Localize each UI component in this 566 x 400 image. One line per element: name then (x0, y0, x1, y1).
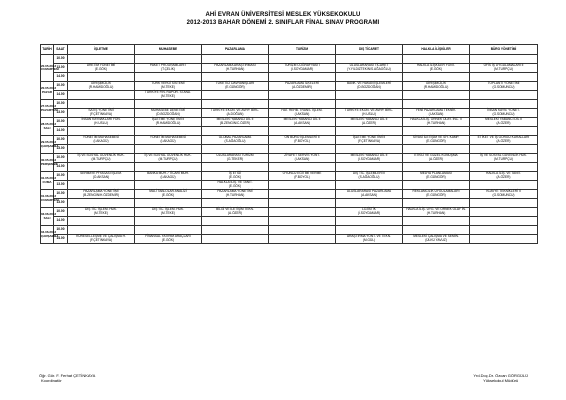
exam-cell (68, 136, 135, 145)
course-name: MEDYA PLANLAMASI (420, 171, 452, 176)
director-signature (473, 373, 528, 383)
course-name: ULUSLARARASI PAZARLAMA (346, 189, 392, 194)
instructor-name: (H.TURHAN) (225, 193, 245, 197)
exam-cell (269, 235, 336, 244)
exam-cell (135, 172, 202, 181)
course-name: DIŞ TİC. İŞLEM. HUK. (152, 207, 184, 212)
course-name: ARAŞTIRMA YÖNT. VE TEKN. (347, 234, 391, 239)
exam-date: 28.05.2013 SALI (41, 118, 54, 136)
exam-time: 10.00 (54, 100, 68, 109)
course-name: MUHASEBE DENETİMİ (150, 108, 185, 113)
instructor-name: (M.TEKE) (94, 211, 108, 215)
exam-cell (269, 82, 336, 91)
course-name: PAZARLAMA YÖNETİMİ (217, 189, 253, 194)
exam-time: 13.00 (54, 109, 68, 118)
instructor-name: (F.BOYOL) (294, 175, 310, 179)
exam-cell (403, 217, 470, 226)
exam-cell (403, 163, 470, 172)
exam-cell (470, 136, 538, 145)
course-name: İŞLETME YÖNETİMİ II (352, 135, 386, 140)
instructor-name: (A.AKSAN) (361, 193, 377, 197)
course-name: MESLEKİ YABANCI DİL II (216, 117, 254, 122)
exam-time: 14.00 (54, 163, 68, 172)
column-header-program: HALKLA İLİŞKİLER (403, 45, 470, 55)
instructor-name: (M.TURPÇU) (158, 157, 178, 161)
course-name: MESLEKİ YABANCI DİL II (350, 153, 388, 158)
instructor-name: (E.GÜNGÖR) (426, 139, 446, 143)
exam-cell (336, 154, 403, 163)
exam-cell (336, 181, 403, 190)
course-name: BANK. VE HAKAN İŞLEMLERİ (346, 81, 392, 86)
course-name: BANKA MUH. / TİCARİ MUH. (147, 171, 189, 176)
exam-date: 20.05.2013 CUMARTESİ (41, 55, 54, 82)
instructor-name: (D.BOZDOĞAN) (357, 85, 381, 89)
instructor-name: (S.AĞAOĞLU) (358, 175, 380, 179)
exam-time: 10.00 (54, 118, 68, 127)
instructor-name: (T.ÇELİK) (161, 67, 175, 71)
exam-cell (135, 217, 202, 226)
table-row (41, 154, 538, 163)
exam-cell (336, 118, 403, 127)
instructor-name: (B.ZENGİN/H.ÖZDEMİR) (83, 193, 119, 197)
course-name: SATIŞ YÖNETİMİ (88, 108, 114, 113)
table-row (41, 82, 538, 91)
exam-date: 20.05.2013 PAZAR (41, 82, 54, 100)
instructor-name: (H.TURHAN) (426, 121, 446, 125)
exam-cell (403, 91, 470, 100)
course-name: SİYASİ İLETİŞİM VE SİY. KAMP. (412, 135, 460, 140)
course-name: İŞ VE SOSYAL GÜVENLİK HUK. (480, 153, 527, 158)
instructor-name: (E.GÖK) (161, 238, 175, 242)
instructor-name: (R.HAMİDOĞLU) (88, 85, 114, 89)
exam-date: 30.05.2013 PERŞEMBE (41, 154, 54, 172)
exam-program-title: 2012-2013 BAHAR DÖNEMİ 2. SINIFLAR FİNAL SINAV PROGRAMI (186, 20, 380, 26)
instructor-name: (İ.SOYDAMAR) (357, 211, 381, 215)
instructor-name: (M.GÜL) (362, 238, 376, 242)
exam-cell (470, 208, 538, 217)
exam-time: 13.00 (54, 199, 68, 208)
schedule-body (41, 55, 538, 244)
column-header-program: İŞLETME (68, 45, 135, 55)
exam-cell (68, 118, 135, 127)
exam-cell (269, 181, 336, 190)
course-name: GLOBAL PAZARLAMA (218, 135, 252, 140)
column-header-date: TARİH (41, 45, 54, 55)
exam-time: 13.00 (54, 64, 68, 73)
exam-cell (135, 55, 202, 64)
exam-cell (202, 127, 269, 136)
course-name: OYUNCU EĞİTİMİ VERME (282, 171, 322, 176)
table-row (41, 235, 538, 244)
exam-date: 31.05.2013 CUMA (41, 172, 54, 190)
instructor-name: (I.AKSAN) (294, 112, 310, 116)
course-name: İŞLETME YÖNETİMİ II (151, 117, 185, 122)
course-name: ZİYAFET SERVİS YÖNT. (284, 153, 320, 158)
exam-cell (403, 64, 470, 73)
course-name: ETKİLİ VE GÜZEL KONUŞMA (414, 153, 458, 158)
exam-time: 14.00 (54, 127, 68, 136)
course-name: HALKLA İLİŞ. VE TANIT. (217, 180, 253, 185)
course-name: İNSAN KAYNAKLARI YÖN. (81, 117, 121, 122)
instructor-name: (F.BOYOL) (294, 139, 310, 143)
exam-cell (68, 235, 135, 244)
exam-time: 10.00 (54, 172, 68, 181)
course-name: TÜRKİYE EKON. VE AVRP. BİRL. (344, 108, 394, 113)
instructor-name: (F.ÇETİNKAYA) (89, 112, 113, 116)
course-name: SERMAYE PİYASASI İŞLEM. (80, 171, 122, 176)
table-row (41, 217, 538, 226)
exam-time: 10.00 (54, 82, 68, 91)
exam-cell (403, 208, 470, 217)
instructor-name: (A.ÖZER) (496, 175, 511, 179)
exam-cell (269, 136, 336, 145)
course-name: TURİZM COĞRAFYASI I (284, 63, 320, 68)
instructor-name: (A.ÖZER) (496, 121, 511, 125)
course-name: PAKET PROGRAMLARI I (149, 63, 187, 68)
exam-time: 10.00 (54, 226, 68, 235)
instructor-name: (E.GÖK) (161, 193, 175, 197)
instructor-name: (H.USLU) (94, 121, 108, 125)
column-header-program: DIŞ TİCARET (336, 45, 403, 55)
exam-cell (202, 235, 269, 244)
exam-cell (470, 190, 538, 199)
exam-cell (403, 154, 470, 163)
course-name: TÜRKİYE EKON. VE AVRP. BİRL. (210, 108, 260, 113)
table-row (41, 64, 538, 73)
exam-cell (470, 64, 538, 73)
exam-cell (269, 208, 336, 217)
exam-cell (403, 172, 470, 181)
instructor-name: (I.AKAGÜ) (160, 139, 176, 143)
exam-time: 13.00 (54, 181, 68, 190)
exam-cell (336, 235, 403, 244)
course-name: GİRİŞİMCİLİK (90, 81, 112, 86)
course-name: MESLEKİ YABANCI DİL II (350, 117, 388, 122)
course-name: DIŞ TİC. İŞLEM. HUK. (85, 207, 117, 212)
exam-cell (470, 154, 538, 163)
exam-cell (135, 136, 202, 145)
course-name: PAZARLAMA YÖNETİMİ (83, 189, 119, 194)
course-name: ULUSLARARASI TURİZM (216, 153, 254, 158)
instructor-name: (I.AKSAN) (428, 112, 444, 116)
exam-cell (470, 226, 538, 235)
exam-date: 29.05.2013 ÇARŞAMBA (41, 136, 54, 154)
exam-cell (336, 208, 403, 217)
exam-cell (336, 217, 403, 226)
exam-cell (336, 82, 403, 91)
instructor-name: (ÜLKÜ YAVUZ) (425, 238, 447, 242)
exam-cell (470, 118, 538, 127)
exam-cell (202, 217, 269, 226)
exam-time: 10.00 (54, 208, 68, 217)
course-name: ÖN BÜRO İŞLEMLERİ II (284, 135, 320, 140)
table-row (41, 136, 538, 145)
exam-cell (336, 226, 403, 235)
instructor-name: (E.GÖK) (429, 67, 443, 71)
exam-cell (68, 217, 135, 226)
exam-cell (68, 154, 135, 163)
column-header-program: TURİZM (269, 45, 336, 55)
header-row (41, 45, 538, 55)
exam-time: 13.00 (54, 145, 68, 154)
exam-date: 04.06.2013 ÇARŞAMBA (41, 226, 54, 244)
instructor-name: (M.TURPÇU) (91, 157, 111, 161)
exam-cell (202, 208, 269, 217)
exam-cell (470, 82, 538, 91)
table-row (41, 190, 538, 199)
exam-cell (202, 64, 269, 73)
course-name: KÜRESELLEŞME VE ÇALIŞMA H. (76, 234, 126, 239)
instructor-name: (E.GÜNGÖR) (225, 85, 245, 89)
exam-cell (202, 118, 269, 127)
exam-cell (68, 190, 135, 199)
exam-cell (135, 118, 202, 127)
course-name: HALKLA İLİŞ. UYG. VE ÖRNEK OLAY İN. (406, 207, 466, 212)
exam-cell (336, 190, 403, 199)
exam-cell (269, 118, 336, 127)
course-name: ULUSLARARASI TİCARET (349, 63, 389, 68)
course-name: MESLEKİ YABANCI DİL II (485, 117, 522, 122)
instructor-name: (E.GÜNGÖR) (426, 193, 446, 197)
exam-time: 14.00 (54, 73, 68, 82)
course-name: REKLAMCILIK UYGULAMALARI (412, 189, 460, 194)
exam-cell (470, 172, 538, 181)
column-header-program: MUHASEBE (135, 45, 202, 55)
exam-cell (68, 172, 135, 181)
exam-cell (470, 91, 538, 100)
course-name: PAZARLAMA İLKELERİ (285, 81, 319, 86)
instructor-name: (G.SOMUNCU) (492, 85, 515, 89)
instructor-name: (I.AKSAN) (294, 157, 310, 161)
instructor-name: (A.AKSAN) (294, 121, 310, 125)
exam-time: 10.00 (54, 136, 68, 145)
exam-cell (269, 64, 336, 73)
director-role: Yüksekokul Müdürü (483, 378, 519, 383)
instructor-name: (E.GÖK) (94, 67, 108, 71)
instructor-name: (İ.SOYDAMAR) (357, 157, 381, 161)
instructor-name: (F.ÇETİNKAYA) (357, 139, 381, 143)
exam-cell (135, 235, 202, 244)
course-name: PAZARLAMA ARAŞTIRMASI (214, 63, 256, 68)
instructor-name: (G.SOMUNCU) (492, 193, 515, 197)
course-name: TÜKETİCİ DAVRANIŞLARI (215, 81, 255, 86)
coordinator-role: Koordinatör (41, 378, 62, 383)
exam-cell (202, 55, 269, 64)
exam-cell (403, 190, 470, 199)
course-name: TÜRKİYE FİN. RAPOR. STAND. (144, 90, 192, 95)
exam-cell (269, 190, 336, 199)
exam-cell (403, 118, 470, 127)
instructor-name: (A.ÖZER) (362, 121, 376, 125)
instructor-name: (G.TEKER) (226, 157, 244, 161)
exam-cell (470, 235, 538, 244)
column-header-program: PAZARLAMA (202, 45, 269, 55)
exam-cell (135, 64, 202, 73)
instructor-name: (İ.SOYDAMAR) (290, 67, 314, 71)
document-header (0, 11, 566, 27)
instructor-name: (I.AKAGÜ) (93, 139, 109, 143)
course-name: TOPLANTI YÖNETİMİ (487, 81, 520, 86)
course-name: ETİKET VE İŞ GÖRGÜ KURALLARI (477, 135, 530, 140)
course-name: ÜRETİM YÖNETİMİ (86, 63, 116, 68)
instructor-name: (O.AKSAN) (92, 175, 110, 179)
instructor-name: (A.DOĞAN) (226, 112, 244, 116)
instructor-name: (G.SOMUNCU) (492, 112, 515, 116)
instructor-name: (E.GÖK) (228, 175, 242, 179)
exam-cell (68, 82, 135, 91)
course-name: OFİS İŞ UYGULAMALARI II (483, 63, 524, 68)
course-name: GİRİŞİMCİLİK (425, 81, 447, 86)
course-name: İNSAN KAYN. YÖNET. (487, 108, 520, 113)
course-name: DIŞ TİC. İŞLEMLERİ II (352, 171, 386, 176)
instructor-name: (R.HAMİDOĞLU) (155, 121, 181, 125)
instructor-name: (H.USLU) (362, 112, 376, 116)
exam-cell (202, 82, 269, 91)
course-name: İŞ ETİĞİ (228, 171, 242, 176)
instructor-name: (M.TEKE) (161, 85, 175, 89)
exam-cell (336, 64, 403, 73)
table-row (41, 91, 538, 100)
course-name: YÖNETİM MUHASEBESİ (149, 135, 187, 140)
exam-cell (135, 154, 202, 163)
instructor-name: (A.ÖZER) (496, 139, 511, 143)
course-name: BİLGİ VE İLETİŞİM TEKN. (216, 207, 254, 212)
course-name: HALKLA İLİŞ. ÖRNEK OLAY. İNC. II (410, 117, 462, 122)
exam-cell (403, 82, 470, 91)
course-name: İŞ VE SOSYAL GÜVENLİK HUK. (77, 153, 125, 158)
course-name: HALKLA İLİŞKİLER YÖNT. (416, 63, 456, 68)
exam-time: 14.00 (54, 91, 68, 100)
column-header-program: BÜRO YÖNETİMİ (470, 45, 538, 55)
instructor-name: (E.GÖK) (228, 184, 242, 188)
exam-time: 10.00 (54, 55, 68, 64)
instructor-name: (I.AKAGÜ) (160, 175, 176, 179)
instructor-name: (A.ÖZER) (228, 211, 242, 215)
instructor-name: (H.TURHAN) (225, 67, 245, 71)
instructor-name: (E.GÜNGÖR) (426, 175, 446, 179)
exam-cell (135, 190, 202, 199)
course-name: MESLEKİ YABANCI DİL II (283, 117, 321, 122)
instructor-name: (A.ÖZDEMİR) (292, 85, 312, 89)
director-name: Yrd.Doç.Dr. Özcan GÖRGÜLÜ (473, 373, 528, 378)
instructor-name: (R.HAMİDOĞLU) (423, 85, 449, 89)
table-row (41, 226, 538, 235)
instructor-name: (M.TURPÇU) (494, 67, 513, 71)
exam-cell (269, 172, 336, 181)
coordinator-name: Öğr. Gör. F. Ferhat ÇETİNKAYA (39, 373, 96, 378)
course-name: HALKLA İLİŞ. VE TANIT. (486, 171, 521, 176)
exam-time: 10.00 (54, 154, 68, 163)
course-name: TÜRK VERGİ SİSTEMİ (151, 81, 185, 86)
course-name: YENİ PAZARLAMA TEKNİK. (415, 108, 457, 113)
exam-time: 14.00 (54, 217, 68, 226)
exam-cell (269, 226, 336, 235)
institution-title: AHİ EVRAN ÜNİVERSİTESİ MESLEK YÜKSEKOKULU (205, 12, 361, 18)
instructor-name: (H.TURHAN) (426, 211, 446, 215)
exam-cell (135, 91, 202, 100)
instructor-name: (S.AĞAOĞLU) (224, 139, 246, 143)
exam-time: 10.00 (54, 190, 68, 199)
instructor-name: (B.ZENGİN/C.ÖZER) (219, 121, 251, 125)
exam-date: 03.06.2013 SALI (41, 208, 54, 226)
exam-cell (68, 64, 135, 73)
course-name: MESLEKİ ÇALIŞMA VE SEMİN. (413, 234, 459, 239)
instructor-name: (A.ÖZER) (429, 157, 443, 161)
exam-cell (336, 91, 403, 100)
exam-cell (470, 199, 538, 208)
exam-cell (403, 235, 470, 244)
course-name: HAT. REHB. TRANS. İŞLEM. (281, 108, 323, 113)
course-name: LOJİSTİK (362, 207, 376, 212)
course-name: FİNANSAL YATIRIM ARAÇLARI (145, 234, 191, 239)
instructor-name: (M.TURPÇU) (494, 157, 513, 161)
exam-date: 27.05.2013 PAZARTESİ (41, 100, 54, 118)
table-row (41, 208, 538, 217)
instructor-name: (M.TEKE) (161, 211, 175, 215)
exam-cell (403, 136, 470, 145)
course-name: MALİ TABLOLAR ANALİZİ (149, 189, 187, 194)
exam-cell (403, 181, 470, 190)
exam-cell (68, 208, 135, 217)
table-row (41, 118, 538, 127)
coordinator-signature (39, 373, 95, 383)
exam-cell (68, 91, 135, 100)
exam-cell (336, 172, 403, 181)
exam-cell (202, 190, 269, 199)
exam-cell (269, 199, 336, 208)
instructor-name: (F.ÇETİNKAYA) (89, 238, 113, 242)
exam-cell (269, 217, 336, 226)
exam-cell (336, 136, 403, 145)
exam-cell (269, 154, 336, 163)
exam-date: 01.06.2013 CUMARTESİ (41, 190, 54, 208)
exam-cell (269, 91, 336, 100)
exam-schedule-table (40, 44, 538, 244)
exam-cell (470, 217, 538, 226)
exam-cell (135, 208, 202, 217)
exam-cell (68, 226, 135, 235)
column-header-time: SAAT (54, 45, 68, 55)
course-name: İŞ VE SOSYAL GÜVENLİK HUK. (144, 153, 192, 158)
exam-cell (202, 136, 269, 145)
instructor-name: (D.BOZDOĞAN) (156, 112, 180, 116)
table-row (41, 172, 538, 181)
exam-time: 14.00 (54, 235, 68, 244)
course-name: YÖNETİM MUHASEBESİ (82, 135, 120, 140)
instructor-name: (Y.YILDIZTEKİN/S.AĞAOĞLU) (347, 67, 391, 71)
exam-cell (202, 226, 269, 235)
instructor-name: (M.TEKE) (161, 94, 175, 98)
exam-cell (202, 154, 269, 163)
course-name: KLAVYE TEKNİKLERİ II (486, 189, 521, 194)
exam-cell (202, 91, 269, 100)
